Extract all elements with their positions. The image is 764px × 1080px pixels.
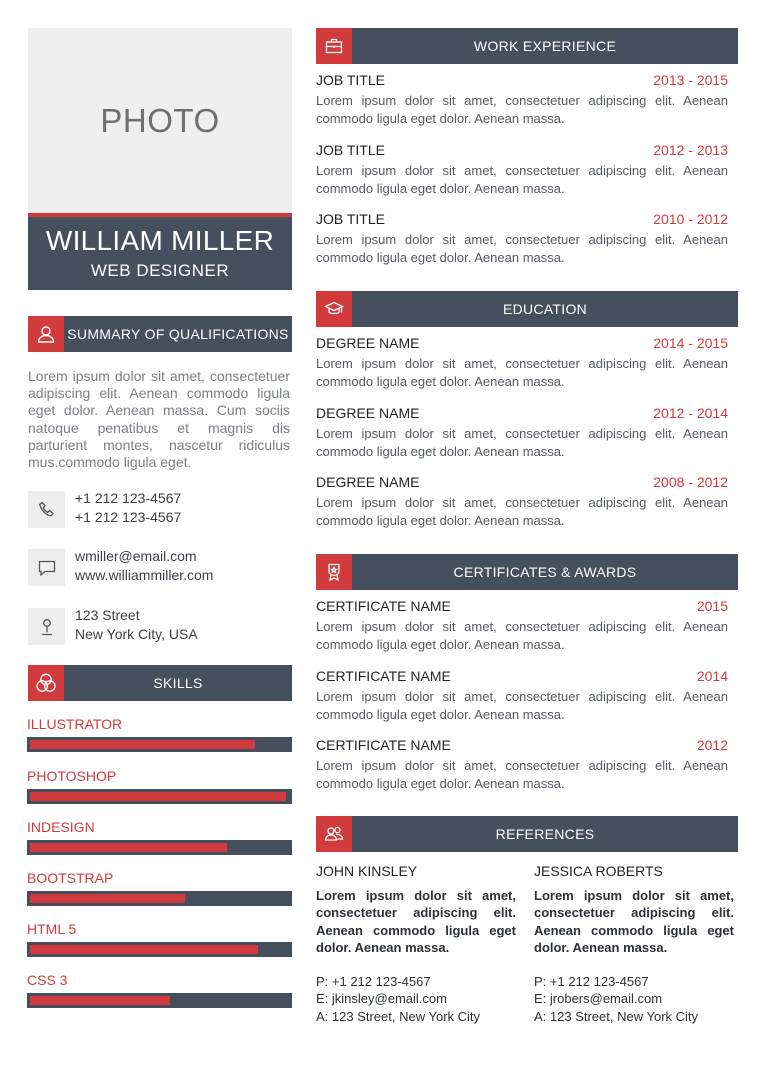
name-banner [28,217,292,290]
entry-title: CERTIFICATE NAME [316,737,451,753]
entry-description: Lorem ipsum dolor sit amet, consectetuer adipiscing elit. Aenean commodo ligula eget dolor. Aenean massa. [316,356,728,389]
skill-label: INDESIGN [27,819,95,835]
graduation-cap-icon [316,291,352,327]
skill-item [27,870,292,906]
entry-dates: 2010 - 2012 [653,211,728,227]
summary-heading-label: SUMMARY OF QUALIFICATIONS [64,316,292,352]
work-heading-label: WORK EXPERIENCE [352,28,738,64]
entry-title: JOB TITLE [316,211,385,227]
skill-bar-fill [30,996,170,1005]
person-name: WILLIAM MILLER [45,225,275,256]
location-pin-icon [28,608,65,645]
contact-address [28,608,292,645]
skill-bar-track [27,789,292,804]
entry-dates: 2012 [696,737,728,753]
summary-heading [28,316,292,352]
skill-item [27,921,292,957]
chat-icon [28,549,65,586]
education-entry [316,404,728,460]
phone-icon [28,491,65,528]
skill-label: PHOTOSHOP [27,768,117,784]
reference-name: JOHN KINSLEY [316,863,418,879]
entry-description: Lorem ipsum dolor sit amet, consectetuer adipiscing elit. Aenean commodo ligula eget dolor. Aenean massa. [316,426,728,459]
contact-phone-1: +1 212 123-4567 [75,490,182,506]
certificate-entry [316,667,728,723]
skill-bar-fill [30,843,227,852]
skill-bar-fill [30,740,255,749]
entry-dates: 2013 - 2015 [653,72,728,88]
certificates-heading-label: CERTIFICATES & AWARDS [352,554,738,590]
reference-address: A: 123 Street, New York City [316,1008,481,1024]
skill-bar-track [27,993,292,1008]
references-heading [316,816,738,852]
education-heading-label: EDUCATION [352,291,738,327]
entry-dates: 2014 [696,668,728,684]
reference-card [316,862,516,1025]
skill-bar-track [27,840,292,855]
reference-name: JESSICA ROBERTS [534,863,663,879]
skill-label: CSS 3 [27,972,68,988]
contact-phone [28,491,292,528]
skills-heading-label: SKILLS [64,665,292,701]
skill-label: HTML 5 [27,921,77,937]
work-entry [316,210,728,266]
entry-title: CERTIFICATE NAME [316,668,451,684]
work-heading [316,28,738,64]
skill-bar-track [27,942,292,957]
work-entry [316,141,728,197]
reference-phone: P: +1 212 123-4567 [534,974,649,990]
skill-label: ILLUSTRATOR [27,716,123,732]
entry-description: Lorem ipsum dolor sit amet, consectetuer adipiscing elit. Aenean commodo ligula eget dolor. Aenean massa. [316,758,728,791]
certificates-heading [316,554,738,590]
reference-email: E: jkinsley@email.com [316,991,447,1007]
contact-street: 123 Street [75,607,140,623]
entry-title: DEGREE NAME [316,474,420,490]
contact-phone-2: +1 212 123-4567 [75,509,182,525]
reference-phone: P: +1 212 123-4567 [316,974,431,990]
skill-bar-fill [30,792,286,801]
references-heading-label: REFERENCES [352,816,738,852]
entry-description: Lorem ipsum dolor sit amet, consectetuer adipiscing elit. Aenean commodo ligula eget dolor. Aenean massa. [316,232,728,265]
user-icon [28,316,64,352]
education-entry [316,473,728,529]
skill-bar-track [27,737,292,752]
photo-placeholder: PHOTO [28,28,292,213]
entry-title: DEGREE NAME [316,405,420,421]
person-title: WEB DESIGNER [90,261,230,280]
education-heading [316,291,738,327]
entry-dates: 2008 - 2012 [653,474,728,490]
entry-description: Lorem ipsum dolor sit amet, consectetuer adipiscing elit. Aenean commodo ligula eget dolor. Aenean massa. [316,163,728,196]
entry-title: JOB TITLE [316,72,385,88]
skill-item [27,972,292,1008]
entry-description: Lorem ipsum dolor sit amet, consectetuer adipiscing elit. Aenean commodo ligula eget dolor. Aenean massa. [316,689,728,722]
skill-item [27,768,292,804]
certificate-entry [316,597,728,653]
award-icon [316,554,352,590]
reference-description: Lorem ipsum dolor sit amet, consectetuer adipiscing elit. Aenean commodo ligula eget dolor. Aenean massa. [534,888,734,955]
briefcase-icon [316,28,352,64]
skill-bar-track [27,891,292,906]
left-column [27,28,292,988]
work-entry [316,71,728,127]
contact-city: New York City, USA [75,626,198,642]
entry-dates: 2012 - 2014 [653,405,728,421]
entry-description: Lorem ipsum dolor sit amet, consectetuer adipiscing elit. Aenean commodo ligula eget dolor. Aenean massa. [316,619,728,652]
contact-email: wmiller@email.com [75,548,197,564]
contact-website: www.williammiller.com [75,567,214,583]
entry-description: Lorem ipsum dolor sit amet, consectetuer adipiscing elit. Aenean commodo ligula eget dolor. Aenean massa. [316,93,728,126]
people-icon [316,816,352,852]
entry-description: Lorem ipsum dolor sit amet, consectetuer adipiscing elit. Aenean commodo ligula eget dolor. Aenean massa. [316,495,728,528]
circles-icon [28,665,64,701]
entry-title: JOB TITLE [316,142,385,158]
entry-title: DEGREE NAME [316,335,420,351]
reference-address: A: 123 Street, New York City [534,1008,699,1024]
education-entry [316,334,728,390]
skill-bar-fill [30,894,185,903]
contact-web [28,549,292,586]
entry-dates: 2014 - 2015 [653,335,728,351]
reference-description: Lorem ipsum dolor sit amet, consectetuer adipiscing elit. Aenean commodo ligula eget dolor. Aenean massa. [316,888,516,955]
summary-text: Lorem ipsum dolor sit amet, consectetuer adipiscing elit. Aenean commodo ligula eget dolor. Aenean massa. Cum sociis natoque penatibus et magnis dis parturient montes, nascetur ridiculus mus.commodo ligula eget. [28,368,290,471]
entry-dates: 2015 [696,598,728,614]
reference-email: E: jrobers@email.com [534,991,663,1007]
skill-item [27,819,292,855]
skill-label: BOOTSTRAP [27,870,114,886]
certificate-entry [316,736,728,792]
entry-dates: 2012 - 2013 [653,142,728,158]
skills-heading [28,665,292,701]
reference-card [534,862,734,1025]
entry-title: CERTIFICATE NAME [316,598,451,614]
skill-item [27,716,292,752]
skill-bar-fill [30,945,258,954]
